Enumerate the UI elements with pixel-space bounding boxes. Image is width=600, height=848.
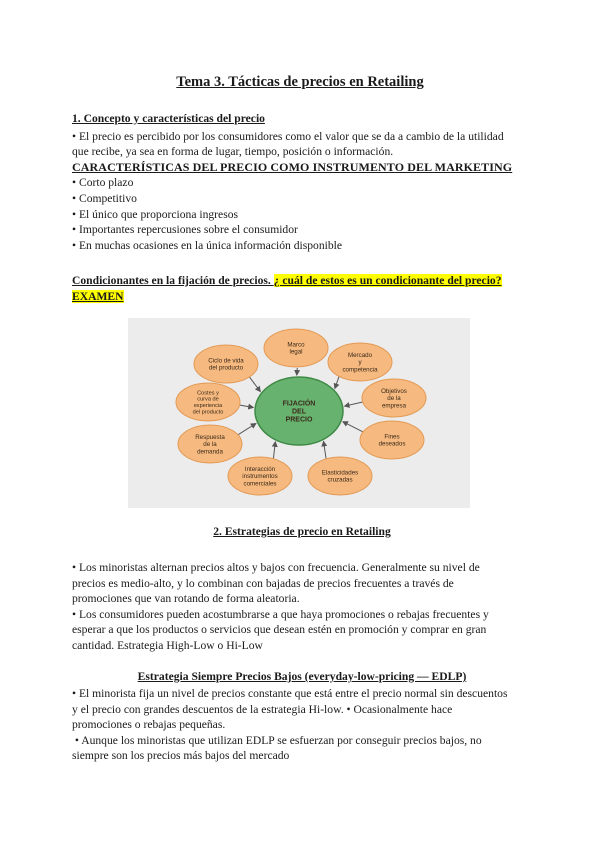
diagram-node-label: demanda: [197, 448, 223, 456]
diagram-node-label: Costes y: [197, 390, 219, 397]
diagram-node-label: Interacción: [244, 466, 276, 474]
list-item: • Importantes repercusiones sobre el consumidor: [72, 223, 298, 237]
paragraph-line: cantidad. Estrategia High-Low o Hi-Low: [72, 638, 263, 652]
diagram-node-label: deseados: [378, 440, 406, 448]
diagram-center-label: FIJACIÓN: [282, 400, 316, 408]
diagram-node-label: del producto: [208, 364, 244, 372]
conditioners-separator: .: [267, 274, 274, 287]
paragraph-line: • Aunque los minoristas que utilizan EDLP se esfuerzan por conseguir precios bajos, no: [72, 733, 482, 747]
diagram-node-label: Elasticidades: [321, 469, 359, 477]
diagram-node-label: del producto: [192, 409, 224, 416]
list-item: • El único que proporciona ingresos: [72, 207, 239, 221]
section-strategies-heading-wrap: [72, 524, 532, 540]
exam-label: EXAMEN: [72, 289, 124, 303]
paragraph-line: • Los consumidores pueden acostumbrarse a que haya promociones o rebajas frecuentes y: [72, 607, 489, 621]
diagram-node-label: legal: [289, 348, 303, 356]
subheading-characteristics: CARACTERÍSTICAS DEL PRECIO COMO INSTRUMENTO DEL MARKETING: [72, 159, 513, 174]
paragraph-line: siempre son los precios más bajos del mercado: [72, 749, 290, 763]
diagram-node-label: competencia: [342, 366, 378, 374]
paragraph-line: • El minorista fija un nivel de precios constante que está entre el precio normal sin descuentos: [72, 687, 508, 700]
conditioners-heading: Condicionantes en la fijación de precios: [72, 274, 268, 287]
diagram-node-label: empresa: [381, 402, 407, 410]
diagram-node-label: experiencia: [193, 403, 223, 410]
diagram-center-label: PRECIO: [285, 416, 313, 424]
paragraph-line: • El precio es percibido por los consumidores como el valor que se da a cambio de la utilidad: [72, 129, 504, 143]
section-heading-strategies: 2. Estrategias de precio en Retailing: [213, 525, 391, 538]
diagram-node-label: curva de: [197, 396, 219, 403]
document-title: Tema 3. Tácticas de precios en Retailing: [176, 74, 424, 90]
diagram-node-label: cruzadas: [327, 476, 353, 484]
paragraph-line: esperar a que los productos o servicios que desean estén en promoción y comprar en gran: [72, 623, 487, 637]
diagram-node-label: comerciales: [243, 480, 277, 488]
section-edlp: [72, 686, 532, 764]
diagram-node-label: de la: [387, 395, 401, 403]
list-item: • Corto plazo: [72, 176, 134, 190]
section-heading-concept: 1. Concepto y características del precio: [72, 112, 265, 125]
section-edlp-heading-wrap: [72, 669, 532, 685]
diagram-node-label: de la: [203, 441, 217, 449]
list-item: • Competitivo: [72, 191, 137, 205]
paragraph-line: promociones o rebajas pequeñas.: [72, 718, 226, 732]
paragraph-line: y el precio con grandes descuentos de la estrategia Hi-low. • Ocasionalmente hace: [72, 702, 453, 716]
section-concept: [72, 111, 532, 253]
price-factors-diagram: [128, 318, 470, 508]
diagram-node-label: Respuesta: [195, 434, 225, 442]
paragraph-line: que recibe, ya sea en forma de lugar, tiempo, posición o información.: [72, 145, 394, 159]
diagram-node-label: Ciclo de vida: [208, 357, 244, 365]
diagram-node-label: Marco: [287, 341, 305, 349]
section-conditioners: [72, 273, 532, 304]
diagram-node-label: Objetivos: [381, 388, 407, 396]
diagram-arrow: [324, 441, 327, 459]
diagram-node-label: instrumentos: [242, 473, 278, 481]
section-strategies: [72, 560, 532, 654]
paragraph-line: • Los minoristas alternan precios altos y bajos con frecuencia. Generalmente su nivel de: [72, 561, 480, 574]
section-heading-edlp: Estrategia Siempre Precios Bajos (everyday-low-pricing — EDLP): [137, 670, 467, 683]
paragraph-line: precios es medio-alto, y lo combinan con bajadas de precios frecuentes a través de: [72, 576, 454, 590]
conditioners-question: ¿ cuál de estos es un condicionante del precio?: [273, 274, 502, 287]
paragraph-line: promociones que van rotando de forma aleatoria.: [72, 592, 300, 606]
diagram-center-label: DEL: [292, 408, 306, 416]
diagram-node-label: Fines: [384, 433, 400, 441]
diagram-node-label: Mercado: [347, 352, 373, 360]
diagram-arrow: [273, 442, 275, 459]
diagram-canvas: [128, 318, 470, 508]
diagram-node-label: y: [358, 359, 362, 367]
list-item: • En muchas ocasiones en la única información disponible: [72, 238, 342, 252]
